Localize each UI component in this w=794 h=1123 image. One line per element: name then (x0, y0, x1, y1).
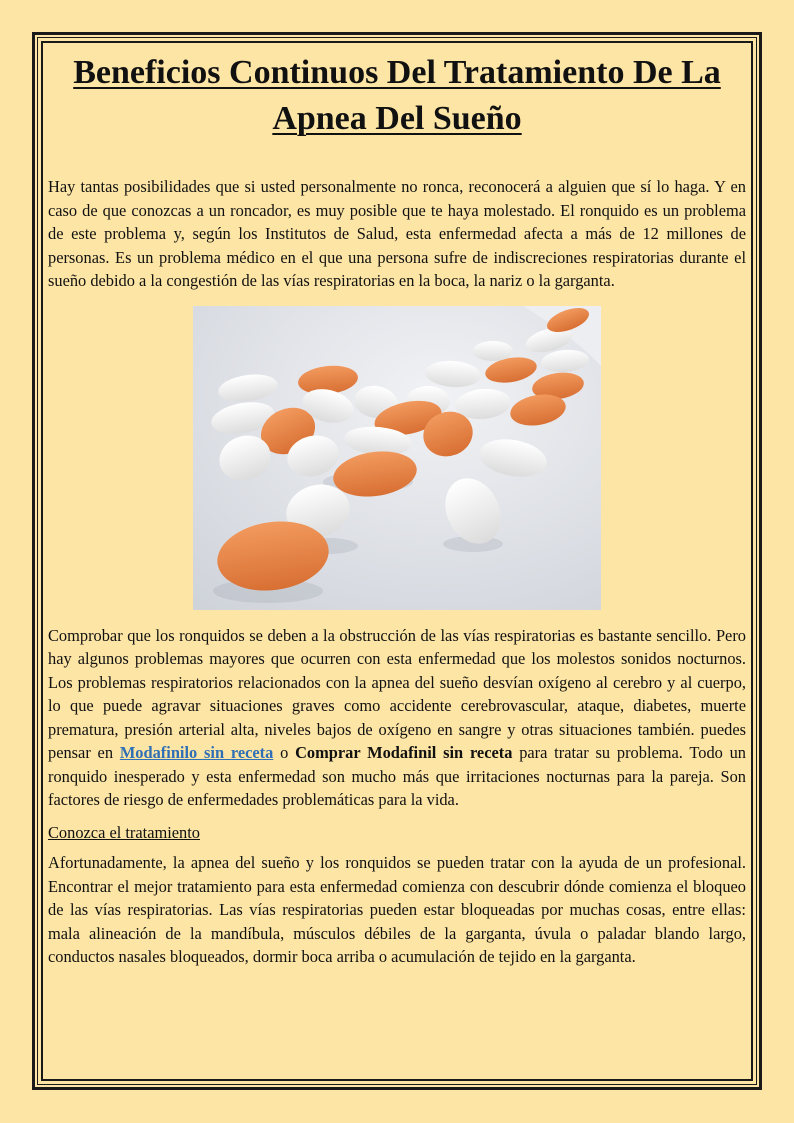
page-title: Beneficios Continuos Del Tratamiento De La Apnea Del Sueño (73, 54, 721, 137)
treatment-paragraph: Afortunadamente, la apnea del sueño y los ronquidos se pueden tratar con la ayuda de un profesional. Encontrar el mejor tratamiento para esta enfermedad comienza con descubrir dónde comienza el bloqueo de las vías respiratorias. Las vías respiratorias pueden estar bloqueadas por muchas cosas, entre ellas: mala alineación de la mandíbula, músculos débiles de la garganta, úvula o paladar blando largo, conductos nasales bloqueados, dormir boca arriba o acumulación de tejido en la garganta. (48, 853, 746, 966)
risks-connector: o (273, 743, 296, 762)
risks-paragraph (48, 624, 746, 812)
modafinilo-sin-receta-link[interactable]: Modafinilo sin receta (119, 743, 274, 762)
intro-paragraph: Hay tantas posibilidades que si usted personalmente no ronca, reconocerá a alguien que sí lo haga. Y en caso de que conozcas a un roncador, es muy posible que te haya molestado. El ronquido es un problema de este problema y, según los Institutos de Salud, esta enfermedad afecta a más de 12 millones de personas. Es un problema médico en el que una persona sufre de indiscreciones respiratorias durante el sueño debido a la congestión de las vías respiratorias en la boca, la nariz o la garganta. (48, 177, 746, 290)
pills-photo (193, 306, 601, 610)
pills-illustration (193, 306, 601, 610)
risks-text-part2: para tratar su problema. Todo un ronquido inesperado y esta enfermedad son mucho más que irritaciones nocturnas para la pareja. Son factores de riesgo de enfermedades problemáticas para la vida. (48, 743, 747, 809)
risks-text-part1: Comprobar que los ronquidos se deben a la obstrucción de las vías respiratorias es bastante sencillo. Pero hay algunos problemas mayores que ocurren con esta enfermedad que los molestos sonidos nocturnos. Los problemas respiratorios relacionados con la apnea del sueño desvían oxígeno al cerebro y al cuerpo, lo que puede agravar situaciones graves como accidente cerebrovascular, ataque, diabetes, muerte prematura, presión arterial alta, niveles bajos de oxígeno en sangre y otras situaciones también. puedes pensar en (48, 625, 746, 762)
comprar-modafinil-bold: Comprar Modafinil sin receta (295, 743, 513, 762)
section-subheading: Conozca el tratamiento (48, 822, 201, 842)
document-body (48, 50, 746, 969)
